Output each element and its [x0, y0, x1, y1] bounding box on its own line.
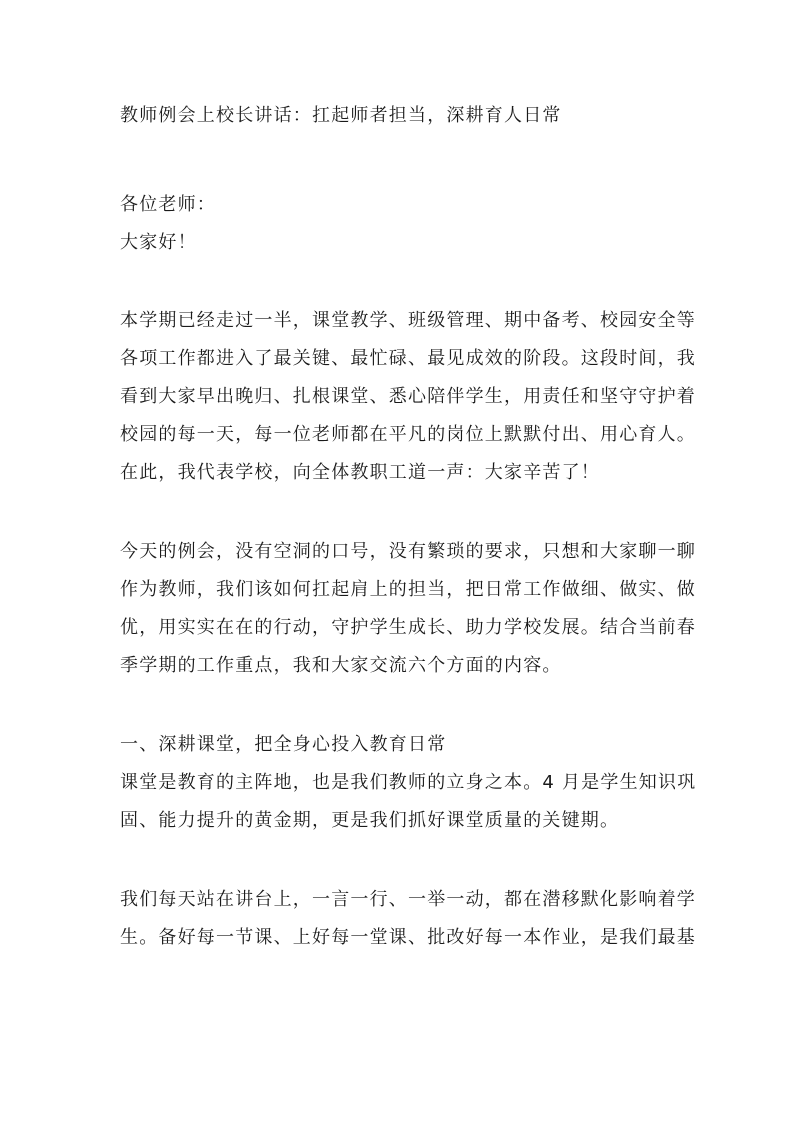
paragraph-line: 我们每天站在讲台上，一言一行、一举一动，都在潜移默化影响着学 — [120, 889, 696, 910]
paragraph-line: 季学期的工作重点，我和大家交流六个方面的内容。 — [120, 655, 562, 676]
paragraph-line: 今天的例会，没有空洞的口号，没有繁琐的要求，只想和大家聊一聊 — [120, 541, 696, 562]
section-heading: 一、深耕课堂，把全身心投入教育日常 — [120, 734, 447, 755]
paragraph-line: 优，用实实在在的行动，守护学生成长、助力学校发展。结合当前春 — [120, 617, 696, 638]
paragraph-line: 校园的每一天，每一位老师都在平凡的岗位上默默付出、用心育人。 — [120, 424, 696, 445]
paragraph-line: 课堂是教育的主阵地，也是我们教师的立身之本。4 月是学生知识巩 — [120, 772, 697, 793]
paragraph-line: 固、能力提升的黄金期，更是我们抓好课堂质量的关键期。 — [120, 810, 620, 831]
salutation: 各位老师： — [120, 194, 216, 215]
greeting: 大家好！ — [120, 232, 197, 253]
paragraph-line: 作为教师，我们该如何扛起肩上的担当，把日常工作做细、做实、做 — [120, 579, 696, 600]
document-title: 教师例会上校长讲话：扛起师者担当，深耕育人日常 — [120, 105, 562, 126]
paragraph-line: 看到大家早出晚归、扎根课堂、悉心陪伴学生，用责任和坚守守护着 — [120, 386, 696, 407]
paragraph-line: 各项工作都进入了最关键、最忙碌、最见成效的阶段。这段时间，我 — [120, 348, 696, 369]
paragraph-line: 生。备好每一节课、上好每一堂课、批改好每一本作业，是我们最基 — [120, 927, 696, 948]
paragraph-line: 本学期已经走过一半，课堂教学、班级管理、期中备考、校园安全等 — [120, 310, 696, 331]
paragraph-line: 在此，我代表学校，向全体教职工道一声：大家辛苦了！ — [120, 462, 600, 483]
